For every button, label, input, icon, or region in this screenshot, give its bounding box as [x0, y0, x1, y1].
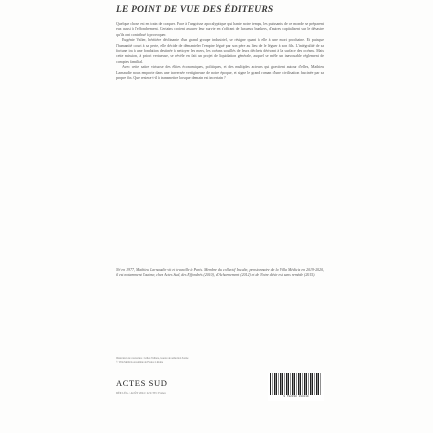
barcode-number: 9 782330 194119	[283, 395, 309, 398]
cover-credits	[116, 357, 236, 364]
author-bio-text: Né en 1977, Mathieu Larnaudie vit et travaille à Paris. Membre du collectif Inculte, pensionnaire de la Villa Médicis en 2019-2020, il est notamment l'auteur, chez Actes Sud, des Effondrés (2010), d'Acharnement (2012) et de Notre désir est sans remède (2015).	[116, 268, 324, 278]
isbn-barcode	[268, 373, 324, 401]
credit-line: © Villa Médicis Académie de France à Rome	[116, 360, 164, 364]
blurb-paragraph: Avec cette satire virtuose des élites économiques, politiques, et des multiples acteurs qui gravitent autour d'elles, Mathieu Larnaudie nous emporte dans une traversée vertigineuse de notre époque, et signe le grand roman d'une civilisation fascinée par sa propre fin. Que restera-t-il à transmettre lorsque demain est incertain ?	[116, 65, 324, 81]
blurb-paragraph: Quelque chose est en train de craquer. Face à l'angoisse apocalyptique qui hante notre temps, les puissants de ce monde se préparent eux aussi à l'effondrement. Certains croient assurer leur survie en s'offrant de luxueux bunkers, d'autres capitalisent sur le désastre qu'ils ont contribué à provoquer.	[116, 22, 324, 37]
blurb-paragraph: Eugénie Valier, héritière déclinante d'un grand groupe industriel, se résigne quant à elle à une mort prochaine. Et puisque l'humanité court à sa perte, elle décide de démanteler l'empire légué par son père au lieu de le léguer à son fils. L'intégralité de sa fortune ira à une fondation destinée à nettoyer les mers, les océans souillés de leurs déchets dérivant à la surface des océans. Mais cette mission, à priori vertueuse, se révèle en fait un projet de liquidation générale, auquel se mêle un inavouable règlement de comptes familial.	[116, 38, 324, 64]
section-heading: LE POINT DE VUE DES ÉDITEURS	[116, 5, 274, 15]
credit-line: Illustration de couverture : Gilles Valliere, Guerre de séduction Sonne	[116, 357, 189, 360]
author-bio	[116, 268, 324, 279]
barcode-icon	[270, 373, 322, 395]
publisher-logo: ACTES SUD	[116, 378, 168, 388]
book-blurb	[116, 22, 324, 81]
legal-price-line: DÉP. LÉG. : AOÛT 2024 / 22 € TTC France	[116, 392, 166, 395]
